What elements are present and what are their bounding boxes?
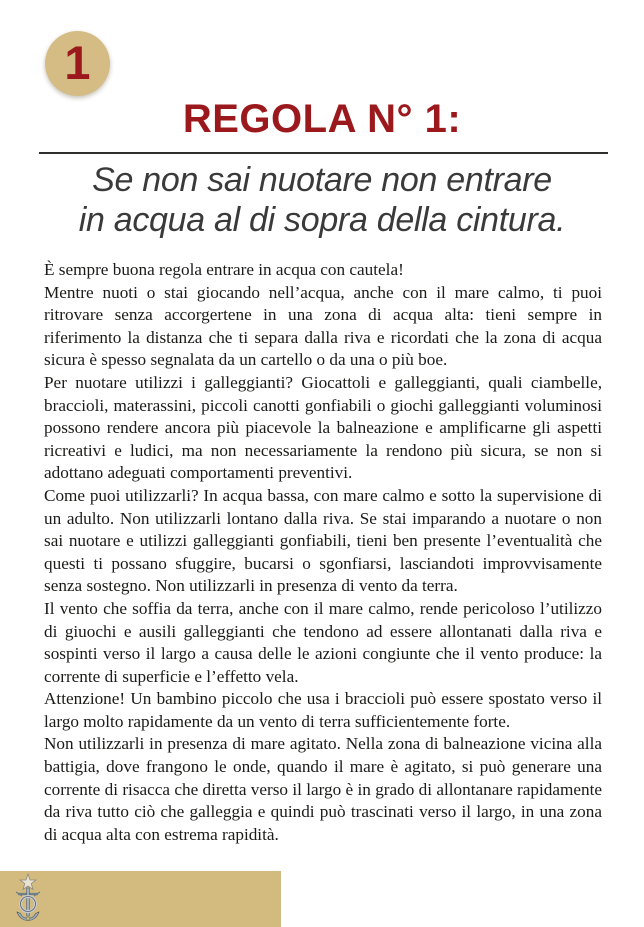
- paragraph: Come puoi utilizzarli? In acqua bassa, con mare calmo e sotto la supervisione di un adulto. Non utilizzarli lontano dalla riva. Se stai imparando a nuotare o non sai nuotare e utilizzi galleggianti gonfiabili, tieni ben presente l’eventualità che questi ti possano sfuggire, bucarsi o sgonfiarsi, lasciandoti improvvisamente senza sostegno. Non utilizzarli in presenza di vento da terra.: [44, 485, 602, 596]
- paragraph: Mentre nuoti o stai giocando nell’acqua, anche con il mare calmo, ti puoi ritrovare senza accorgertene in una zona di acqua alta: tieni sempre in riferimento la distanza che ti separa dalla riva e ricordati che la zona di acqua sicura è spesso segnalata da un cartello o da una o più boe.: [44, 282, 602, 370]
- rule-subtitle-line-1: Se non sai nuotare non entrare: [92, 161, 552, 199]
- paragraph: Il vento che soffia da terra, anche con il mare calmo, rende pericoloso l’utilizzo di giuochi e ausili galleggianti che tendono ad essere allontanati dalla riva e sospinti verso il largo a causa delle le azioni congiunte che il vento produce: la corrente di superficie e l’effetto vela.: [44, 598, 602, 686]
- title-divider: [39, 152, 608, 154]
- paragraph: È sempre buona regola entrare in acqua con cautela!: [44, 260, 404, 279]
- paragraph: Per nuotare utilizzi i galleggianti? Giocattoli e galleggianti, quali ciambelle, braccioli, materassini, piccoli canotti gonfiabili o giochi galleggianti voluminosi possono rendere ancora più piacevole la balneazione e amplificarne gli aspetti ricreativi e ludici, ma non necessariamente la rendono più sicura, se non si adottano adeguati comportamenti preventivi.: [44, 372, 602, 483]
- anchor-emblem-icon: [14, 873, 42, 923]
- rule-subtitle-line-2: in acqua al di sopra della cintura.: [78, 201, 566, 239]
- paragraph: Non utilizzarli in presenza di mare agitato. Nella zona di balneazione vicina alla battigia, dove frangono le onde, quando il mare è agitato, si può generare una corrente di risacca che diretta verso il largo è in grado di allontanare rapidamente da riva tutto ciò che galleggia e quindi può trascinati verso il largo, in una zona di acqua alta con estrema rapidità.: [44, 734, 602, 844]
- rule-subtitle: [0, 160, 644, 240]
- footer-strip: [0, 871, 281, 927]
- rule-number-badge: [45, 31, 110, 96]
- rule-number: 1: [64, 36, 91, 89]
- paragraph: Attenzione! Un bambino piccolo che usa i braccioli può essere spostato verso il largo molto rapidamente da un vento di terra sufficientemente forte.: [44, 689, 602, 731]
- page-title: REGOLA N° 1:: [182, 97, 462, 141]
- body-text: [44, 259, 602, 846]
